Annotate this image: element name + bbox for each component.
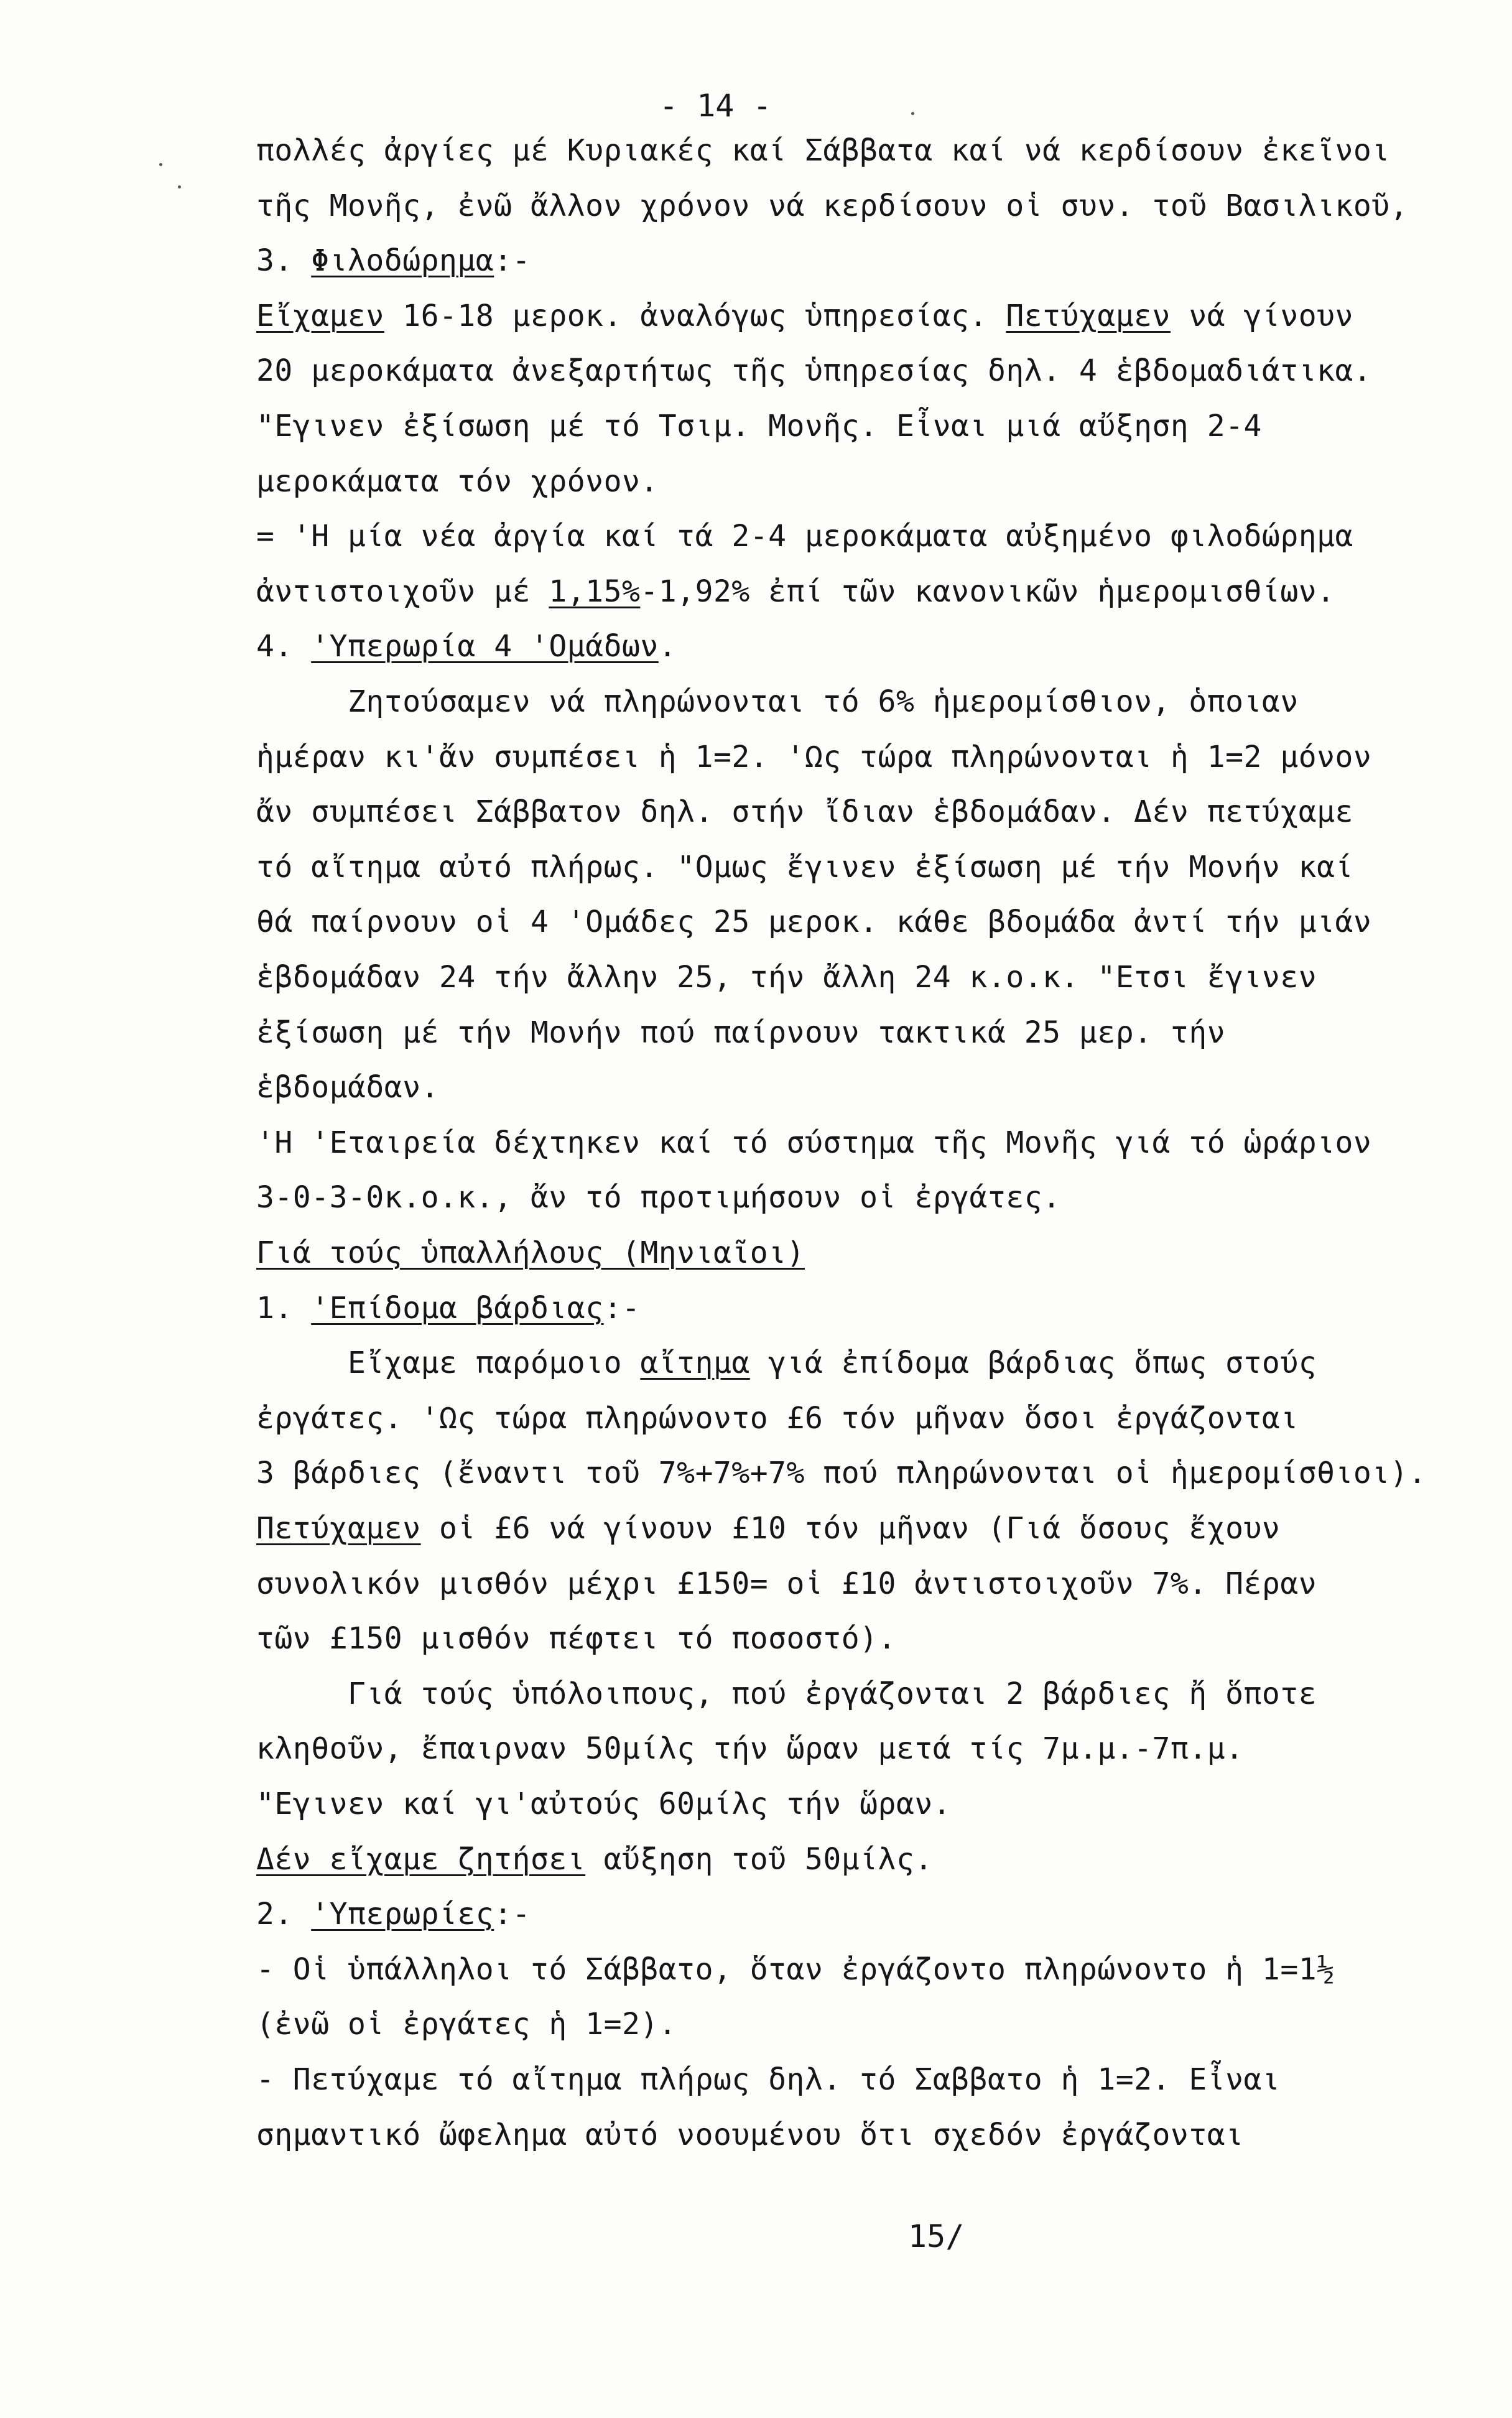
text-segment: "Εγινεν ἐξίσωση μέ τό Τσιμ. Μονῆς. Εἶναι μιά αὔξηση 2-4 <box>256 409 1262 444</box>
text-segment: - Πετύχαμε τό αἴτημα πλήρως δηλ. τό Σαββατο ἡ 1=2. Εἶναι <box>256 2062 1281 2097</box>
text-line <box>256 518 1353 555</box>
text-segment: 16-18 μεροκ. ἀναλόγως ὑπηρεσίας. <box>384 299 1006 333</box>
underlined-text: 1,15% <box>549 574 641 609</box>
text-line <box>256 1730 1244 1767</box>
text-line <box>256 2061 1280 2098</box>
text-segment: . <box>658 629 677 664</box>
text-segment: 20 μεροκάματα ἀνεξαρτήτως τῆς ὑπηρεσίας δηλ. 4 ἑβδομαδιάτικα. <box>256 353 1372 388</box>
text-segment: 3 βάρδιες (ἔναντι τοῦ 7%+7%+7% πού πληρώνονται οἱ ἡμερομίσθιοι). <box>256 1456 1427 1490</box>
text-line <box>256 297 1353 335</box>
text-segment: σημαντικό ὤφελημα αὐτό νοουμένου ὅτι σχεδόν ἐργάζονται <box>256 2118 1244 2152</box>
text-segment: :- <box>494 243 531 278</box>
text-line <box>256 1290 640 1327</box>
text-segment: - Οἱ ὑπάλληλοι τό Σάββατο, ὅταν ἐργάζοντο πληρώνοντο ἡ 1=1½ <box>256 1952 1335 1987</box>
text-segment: ἡμέραν κι'ἄν συμπέσει ἡ 1=2. 'Ως τώρα πληρώνονται ἡ 1=2 μόνον <box>256 740 1372 774</box>
text-segment: :- <box>494 1897 531 1932</box>
text-line <box>256 959 1317 996</box>
text-segment: ἀντιστοιχοῦν μέ <box>256 574 549 609</box>
text-segment: 3-0-3-0κ.ο.κ., ἄν τό προτιμήσουν οἱ ἐργάτες. <box>256 1180 1061 1215</box>
underlined-text: Πετύχαμεν <box>1006 299 1171 333</box>
text-line <box>256 132 1390 169</box>
ink-speck <box>911 112 914 115</box>
underlined-text: 'Υπερωρία 4 'Ομάδων <box>311 629 659 664</box>
text-segment: 2. <box>256 1897 312 1932</box>
underlined-text: Εἴχαμεν <box>256 299 384 333</box>
text-line <box>256 1400 1299 1437</box>
text-segment: γιά ἐπίδομα βάρδιας ὅπως στούς <box>749 1346 1317 1380</box>
text-line <box>256 2006 677 2043</box>
underlined-text: Γιά τούς ὑπαλλήλους (Μηνιαῖοι) <box>256 1235 805 1270</box>
text-segment: Ζητούσαμεν νά πληρώνονται τό 6% ἡμερομίσθιον, ὁποιαν <box>256 684 1299 719</box>
text-line <box>256 1895 531 1933</box>
text-line <box>256 1344 1317 1382</box>
text-line <box>256 407 1262 445</box>
text-segment: θά παίρνουν οἱ 4 'Ομάδες 25 μεροκ. κάθε βδομάδα ἀντί τήν μιάν <box>256 904 1372 939</box>
text-segment: ἐξίσωση μέ τήν Μονήν πού παίρνουν τακτικά 25 μερ. τήν <box>256 1015 1226 1050</box>
text-segment: οἱ £6 νά γίνουν £10 τόν μῆναν (Γιά ὅσους ἔχουν <box>420 1511 1281 1546</box>
text-line <box>256 793 1353 830</box>
underlined-text: Δέν εἴχαμε ζητήσει <box>256 1842 586 1877</box>
text-segment: μεροκάματα τόν χρόνον. <box>256 464 659 499</box>
text-line <box>256 242 531 279</box>
text-segment: 1. <box>256 1291 312 1326</box>
text-line <box>256 1234 805 1272</box>
text-line <box>256 573 1335 610</box>
text-segment: :- <box>603 1291 641 1326</box>
underlined-text: αἴτημα <box>640 1346 750 1380</box>
text-line <box>256 1510 1280 1547</box>
text-segment: συνολικόν μισθόν μέχρι £150= οἱ £10 ἀντιστοιχοῦν 7%. Πέραν <box>256 1566 1317 1601</box>
text-line <box>256 2116 1244 2154</box>
text-segment: τῆς Μονῆς, ἐνῶ ἄλλον χρόνον νά κερδίσουν οἱ συν. τοῦ Βασιλικοῦ, <box>256 188 1409 223</box>
text-line <box>256 1565 1317 1602</box>
continuation-marker: 15/ <box>908 2218 965 2254</box>
text-line <box>256 463 659 500</box>
page-number: - 14 - <box>659 88 772 124</box>
text-line <box>256 683 1299 720</box>
text-segment: τό αἴτημα αὐτό πλήρως. "Ομως ἔγινεν ἐξίσωση μέ τήν Μονήν καί <box>256 850 1353 885</box>
underlined-text: 'Υπερωρίες <box>311 1897 494 1932</box>
text-line <box>256 903 1371 941</box>
text-segment: -1,92% ἐπί τῶν κανονικῶν ἡμερομισθίων. <box>640 574 1335 609</box>
text-line <box>256 352 1371 389</box>
text-line <box>256 1841 933 1878</box>
text-line <box>256 628 677 665</box>
text-line <box>256 1951 1335 1988</box>
text-segment: ἐργάτες. 'Ως τώρα πληρώνοντο £6 τόν μῆναν ὅσοι ἐργάζονται <box>256 1401 1299 1436</box>
text-segment: ἄν συμπέσει Σάββατον δηλ. στήν ἴδιαν ἑβδομάδαν. Δέν πετύχαμε <box>256 794 1353 829</box>
text-line <box>256 187 1408 225</box>
text-line <box>256 1069 439 1106</box>
text-line <box>256 1785 951 1823</box>
text-segment: (ἐνῶ οἱ ἐργάτες ἡ 1=2). <box>256 2007 677 2042</box>
text-segment: ἑβδομάδαν 24 τήν ἄλλην 25, τήν ἄλλη 24 κ.ο.κ. "Ετσι ἔγινεν <box>256 960 1317 995</box>
ink-speck <box>178 185 181 188</box>
text-segment: 4. <box>256 629 312 664</box>
text-line <box>256 738 1371 776</box>
text-line <box>256 1124 1371 1161</box>
underlined-text: 'Επίδομα βάρδιας <box>311 1291 604 1326</box>
text-line <box>256 1179 1061 1216</box>
text-segment: κληθοῦν, ἔπαιρναν 50μίλς τήν ὥραν μετά τίς 7μ.μ.-7π.μ. <box>256 1731 1244 1766</box>
text-line <box>256 849 1353 886</box>
text-line <box>256 1454 1427 1492</box>
text-line <box>256 1014 1225 1051</box>
text-segment: 'Η 'Εταιρεία δέχτηκεν καί τό σύστημα τῆς Μονῆς γιά τό ὡράριον <box>256 1125 1372 1160</box>
text-segment: ἑβδομάδαν. <box>256 1070 439 1105</box>
text-segment: 3. <box>256 243 312 278</box>
text-segment: = 'Η μία νέα ἀργία καί τά 2-4 μεροκάματα αὐξημένο φιλοδώρημα <box>256 519 1353 554</box>
underlined-text: Φιλοδώρημα <box>311 243 494 278</box>
text-segment: "Εγινεν καί γι'αὐτούς 60μίλς τήν ὥραν. <box>256 1787 952 1821</box>
text-line <box>256 1620 896 1657</box>
text-segment: νά γίνουν <box>1170 299 1353 333</box>
text-segment: τῶν £150 μισθόν πέφτει τό ποσοστό). <box>256 1621 896 1656</box>
ink-speck <box>159 163 162 166</box>
text-line <box>256 1675 1317 1713</box>
text-segment: Γιά τούς ὑπόλοιπους, πού ἐργάζονται 2 βάρδιες ἤ ὅποτε <box>256 1676 1317 1711</box>
text-segment: αὔξηση τοῦ 50μίλς. <box>585 1842 933 1877</box>
text-segment: Εἴχαμε παρόμοιο <box>256 1346 641 1380</box>
text-segment: πολλές ἀργίες μέ Κυριακές καί Σάββατα καί νά κερδίσουν ἐκεῖνοι <box>256 133 1390 168</box>
underlined-text: Πετύχαμεν <box>256 1511 421 1546</box>
